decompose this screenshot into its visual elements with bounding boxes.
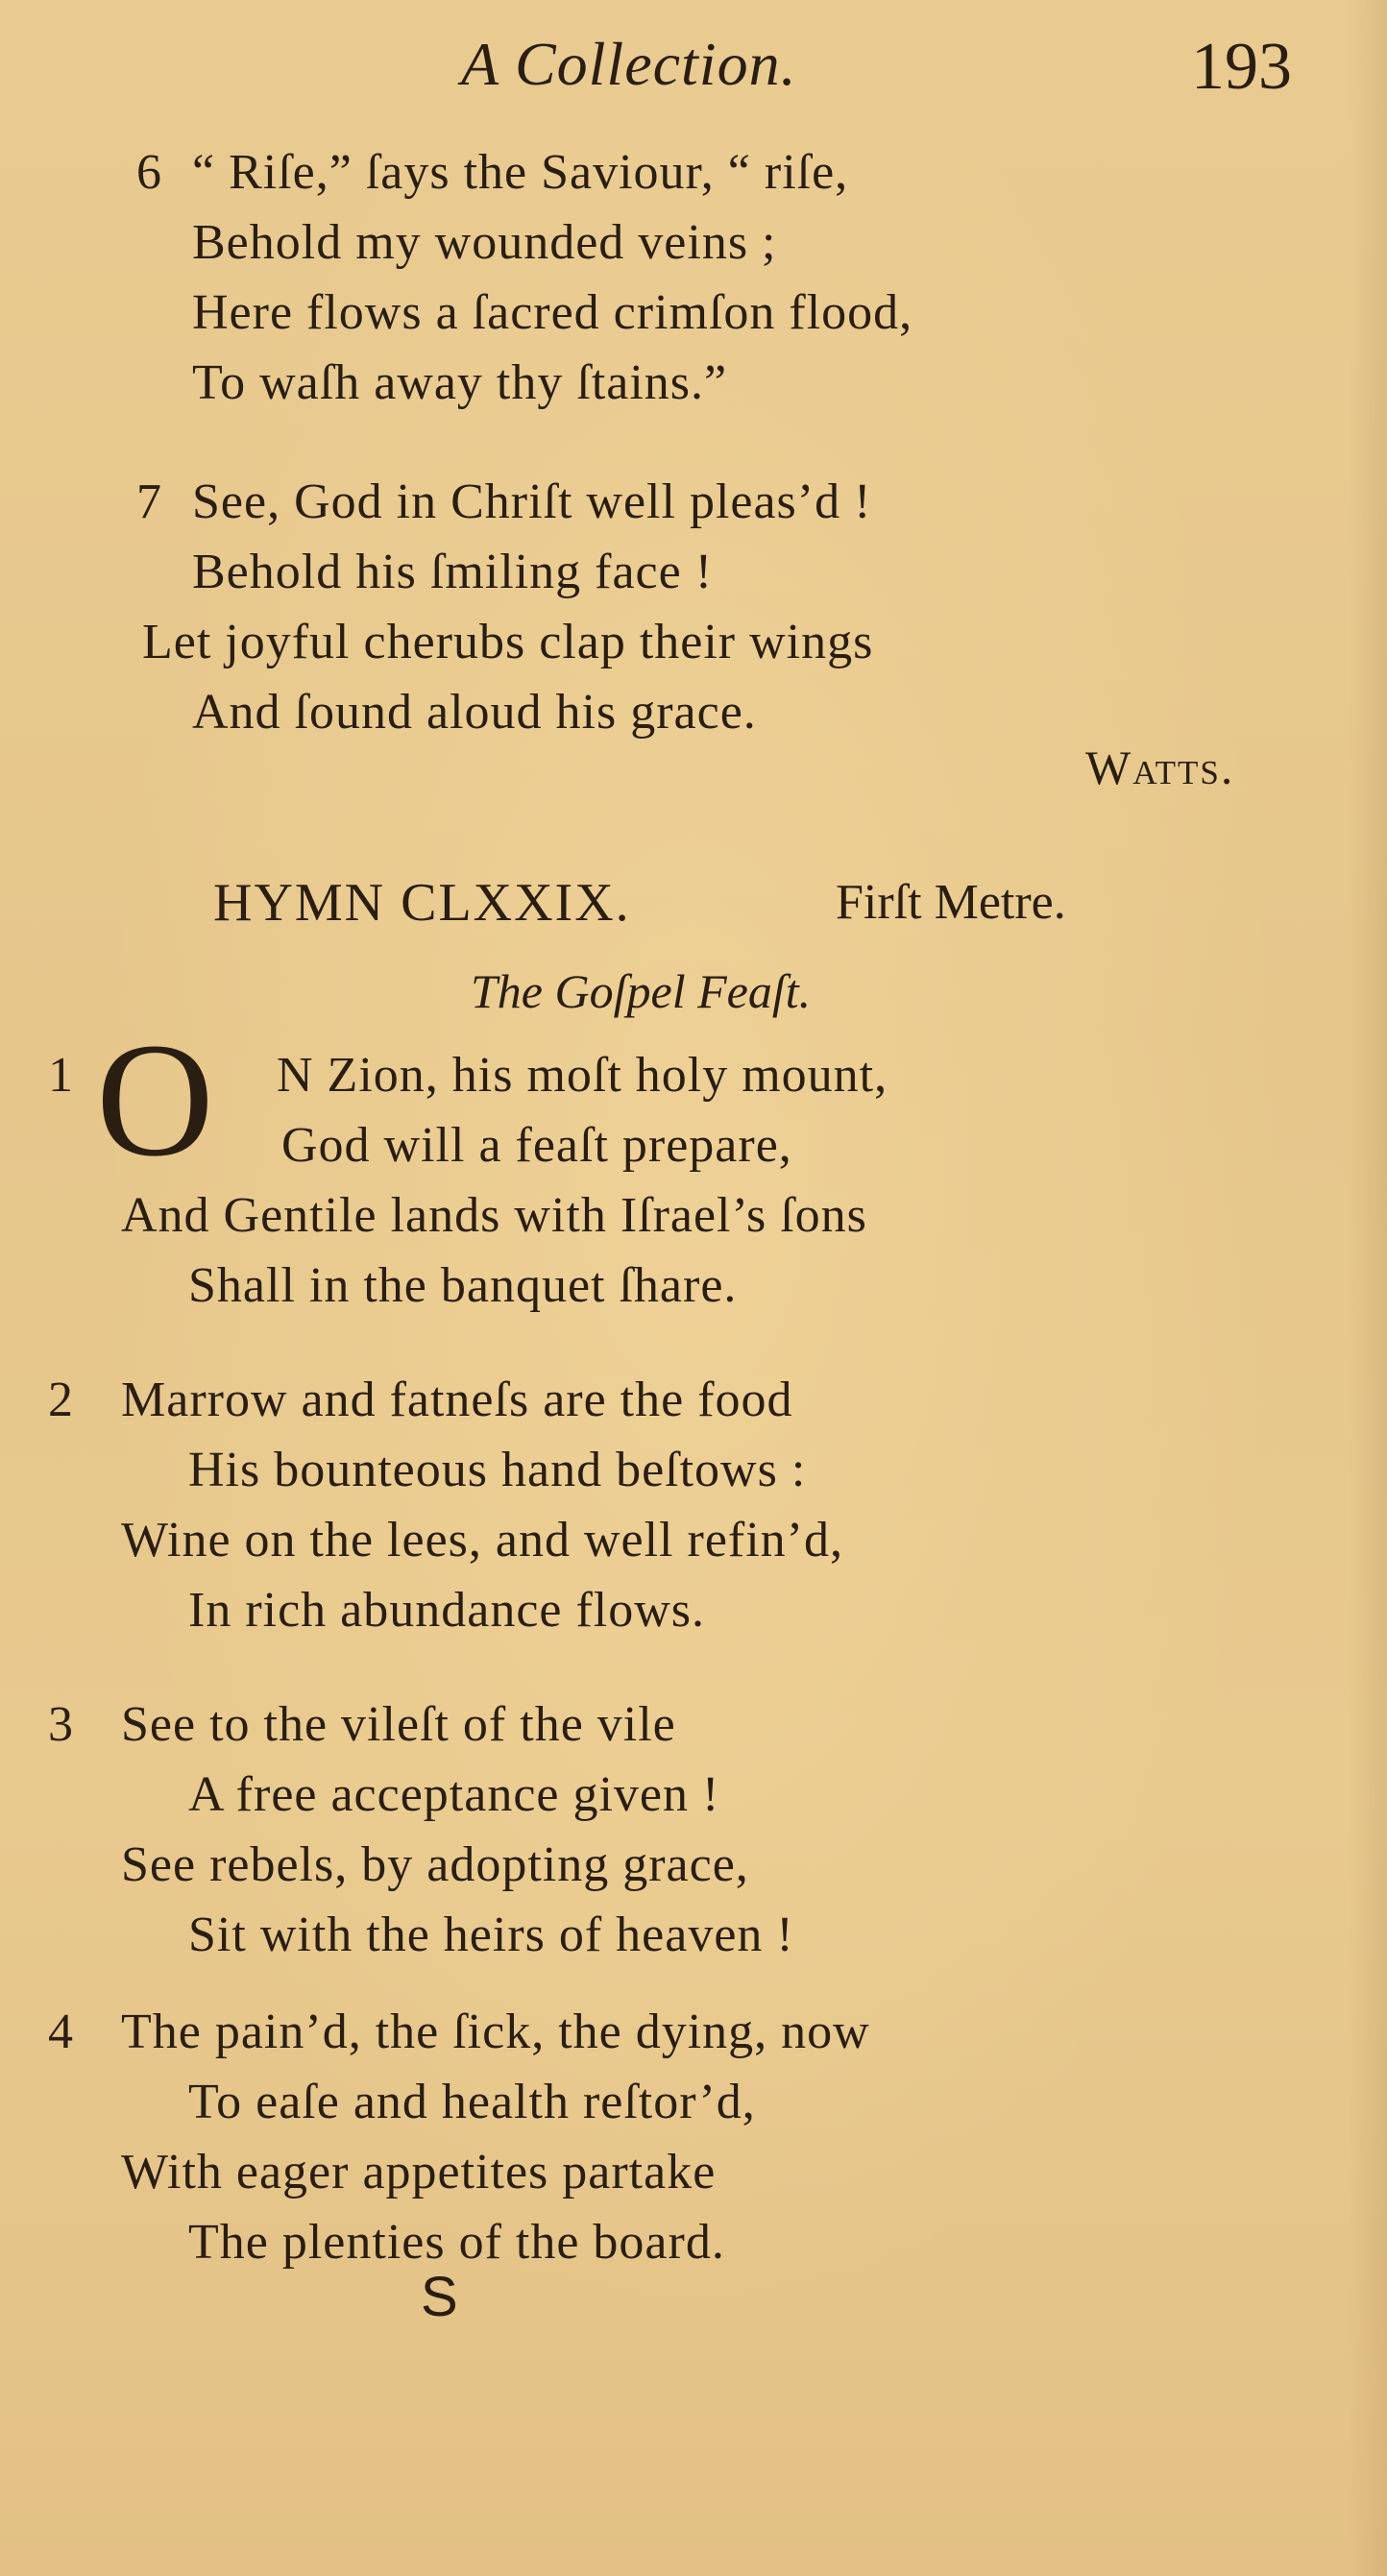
verse-number: 7 — [136, 474, 161, 529]
verse-number: 6 — [136, 145, 161, 200]
verse-line: God will a feaſt prepare, — [281, 1118, 792, 1173]
verse-line: With eager appetites partake — [121, 2145, 717, 2199]
verse-line: Shall in the banquet ſhare. — [188, 1258, 738, 1313]
verse-line: And ſound aloud his grace. — [192, 685, 757, 740]
verse-line: In rich abundance flows. — [188, 1583, 706, 1638]
verse-line: Marrow and fatneſs are the food — [121, 1373, 793, 1427]
hymn-metre: Firſt Metre. — [836, 875, 1066, 930]
page-edge-shadow — [1349, 0, 1387, 2576]
drop-cap: O — [96, 1009, 214, 1190]
verse-line: “ Riſe,” ſays the Saviour, “ riſe, — [192, 145, 849, 200]
hymn-heading: HYMN CLXXIX. — [213, 873, 631, 933]
verse-line: Wine on the lees, and well refin’d, — [121, 1513, 843, 1567]
verse-number: 3 — [48, 1697, 73, 1752]
verse-line: See rebels, by adopting grace, — [121, 1837, 749, 1892]
hymn-subtitle: The Goſpel Feaſt. — [471, 964, 812, 1018]
verse-number: 1 — [48, 1048, 73, 1103]
page-number: 193 — [1191, 30, 1292, 104]
verse-line: See to the vileſt of the vile — [121, 1697, 676, 1752]
verse-line: To waſh away thy ſtains.” — [192, 355, 728, 410]
verse-number: 4 — [48, 2005, 73, 2059]
verse-line: To eaſe and health reſtor’d, — [188, 2075, 756, 2129]
verse-line: His bounteous hand beſtows : — [188, 1443, 807, 1497]
verse-line: And Gentile lands with Iſrael’s ſons — [121, 1188, 867, 1243]
verse-line: Behold his ſmiling face ! — [192, 545, 714, 599]
verse-line: Here flows a ſacred crimſon flood, — [192, 285, 913, 340]
signature-mark: S — [421, 2266, 458, 2328]
verse-line: The pain’d, the ſick, the dying, now — [121, 2005, 870, 2059]
verse-line: The plenties of the board. — [188, 2215, 725, 2270]
author-attribution: Watts. — [1085, 741, 1235, 794]
verse-line: A free acceptance given ! — [188, 1767, 720, 1822]
verse-line: Behold my wounded veins ; — [192, 215, 777, 270]
verse-line: N Zion, his moſt holy mount, — [277, 1048, 888, 1103]
verse-line: See, God in Chriſt well pleas’d ! — [192, 474, 872, 529]
running-header-title: A Collection. — [461, 30, 797, 98]
verse-number: 2 — [48, 1373, 73, 1427]
verse-line: Let joyful cherubs clap their wings — [142, 615, 874, 669]
verse-line: Sit with the heirs of heaven ! — [188, 1908, 794, 1962]
